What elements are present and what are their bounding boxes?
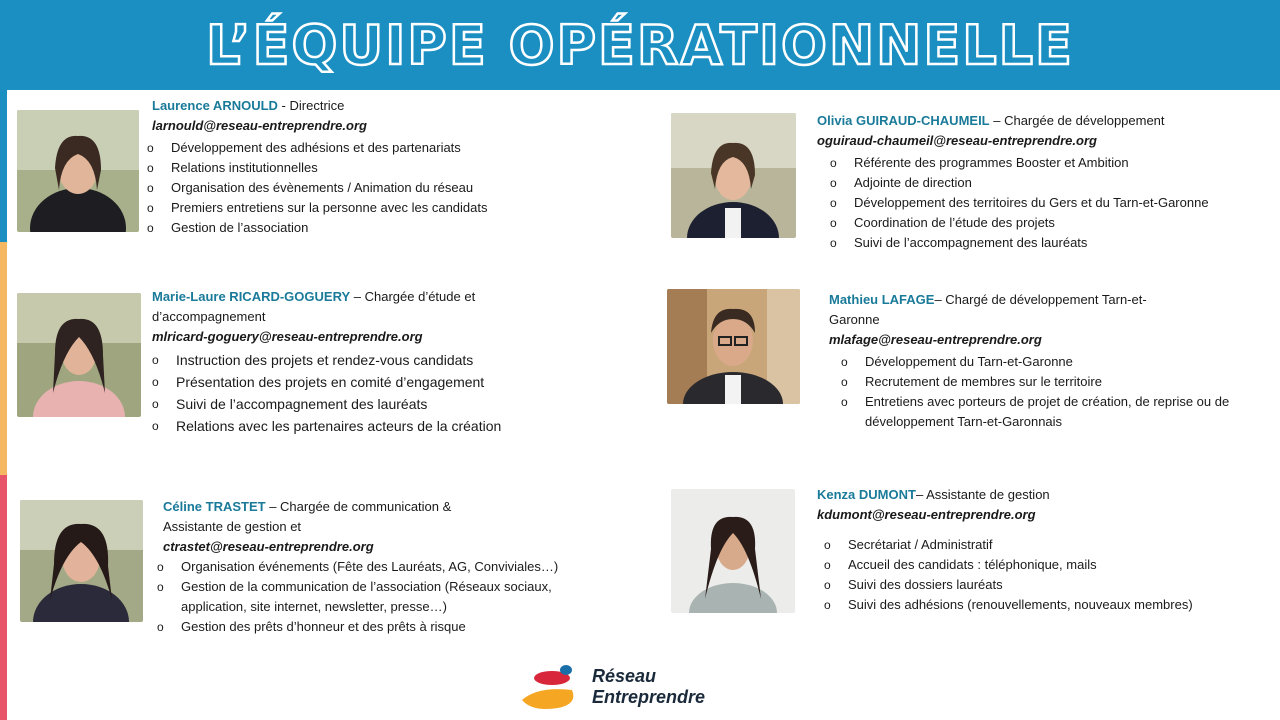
list-item: o Entretiens avec porteurs de projet de création, de reprise ou de développement Tarn-et-Garonnais [841,392,1261,432]
list-item: o Gestion des prêts d’honneur et des prêts à risque [157,617,577,637]
list-item: o Premiers entretiens sur la personne avec les candidats [147,198,632,218]
task-list [824,535,1267,615]
task-list [152,349,652,437]
task-list [830,153,1267,253]
person-email[interactable]: oguiraud-chaumeil@reseau-entreprendre.org [817,133,1097,148]
person-role: – Chargée d’étude et d’accompagnement [152,289,476,324]
name-role-line [152,287,512,327]
list-item: o Suivi de l’accompagnement des lauréats [152,393,652,415]
list-item: o Recrutement de membres sur le territoire [841,372,1261,392]
person-email[interactable]: ctrastet@reseau-entreprendre.org [163,539,374,554]
list-item: o Coordination de l’étude des projets [830,213,1267,233]
person-name: Mathieu LAFAGE [829,292,935,307]
logo-line-1: Réseau [592,666,657,686]
list-item: o Développement du Tarn-et-Garonne [841,352,1261,372]
photo-marie-laure-ricard-goguery [17,293,141,417]
person-card-marie-laure-ricard-goguery [152,287,512,437]
logo-line-2: Entreprendre [592,687,706,707]
person-role: - Directrice [277,98,345,113]
task-list [157,557,577,637]
person-role: – Chargée de communication & Assistante de gestion et [163,499,452,534]
name-role-line [829,290,1169,330]
person-name: Marie-Laure RICARD-GOGUERY [152,289,351,304]
list-item: o Référente des programmes Booster et Ambition [830,153,1267,173]
accent-bar-blue [0,90,7,242]
list-item: o Gestion de la communication de l’association (Réseaux sociaux, application, site internet, newsletter, presse…) [157,577,577,617]
person-role: – Chargé de développement Tarn-et-Garonne [829,292,1147,327]
name-role-line [817,111,1267,131]
person-card-kenza-dumont [817,485,1267,615]
name-role-line [163,497,463,537]
person-card-laurence-arnould [152,96,632,238]
list-item: o Suivi des dossiers lauréats [824,575,1267,595]
person-name: Kenza DUMONT [817,487,916,502]
photo-kenza-dumont [671,489,795,613]
list-item: o Développement des adhésions et des partenariats [147,138,632,158]
logo-text [592,666,705,708]
name-role-line [152,96,632,116]
list-item: o Développement des territoires du Gers et du Tarn-et-Garonne [830,193,1267,213]
list-item: o Instruction des projets et rendez-vous candidats [152,349,652,371]
list-item: o Organisation événements (Fête des Lauréats, AG, Conviviales…) [157,557,577,577]
person-card-mathieu-lafage [829,290,1269,432]
person-name: Olivia GUIRAUD-CHAUMEIL [817,113,990,128]
page-title: L’ÉQUIPE OPÉRATIONNELLE [206,14,1074,77]
accent-bar-red [0,475,7,720]
task-list [841,352,1261,432]
reseau-entreprendre-logo [518,664,728,714]
list-item: o Adjointe de direction [830,173,1267,193]
list-item: o Présentation des projets en comité d’engagement [152,371,652,393]
task-list [147,138,632,238]
person-role: – Assistante de gestion [915,487,1050,502]
photo-olivia-guiraud-chaumeil [671,113,796,238]
person-name: Céline TRASTET [163,499,266,514]
photo-celine-trastet [20,500,143,622]
person-email[interactable]: mlricard-goguery@reseau-entreprendre.org [152,329,423,344]
list-item: o Suivi de l’accompagnement des lauréats [830,233,1267,253]
list-item: o Relations avec les partenaires acteurs de la création [152,415,652,437]
list-item: o Organisation des évènements / Animation du réseau [147,178,632,198]
list-item: o Gestion de l’association [147,218,632,238]
person-email[interactable]: larnould@reseau-entreprendre.org [152,118,367,133]
person-card-celine-trastet [163,497,583,637]
person-email[interactable]: kdumont@reseau-entreprendre.org [817,507,1036,522]
person-name: Laurence ARNOULD [152,98,278,113]
person-card-olivia-guiraud-chaumeil [817,111,1267,253]
title-banner [0,0,1280,90]
person-role: – Chargée de développement [989,113,1165,128]
list-item: o Accueil des candidats : téléphonique, mails [824,555,1267,575]
person-email[interactable]: mlafage@reseau-entreprendre.org [829,332,1042,347]
photo-laurence-arnould [17,110,139,232]
logo-mark-icon [518,664,588,714]
list-item: o Relations institutionnelles [147,158,632,178]
photo-mathieu-lafage [667,289,800,404]
accent-bar-orange [0,242,7,475]
name-role-line [817,485,1267,505]
list-item: o Suivi des adhésions (renouvellements, nouveaux membres) [824,595,1267,615]
list-item: o Secrétariat / Administratif [824,535,1267,555]
